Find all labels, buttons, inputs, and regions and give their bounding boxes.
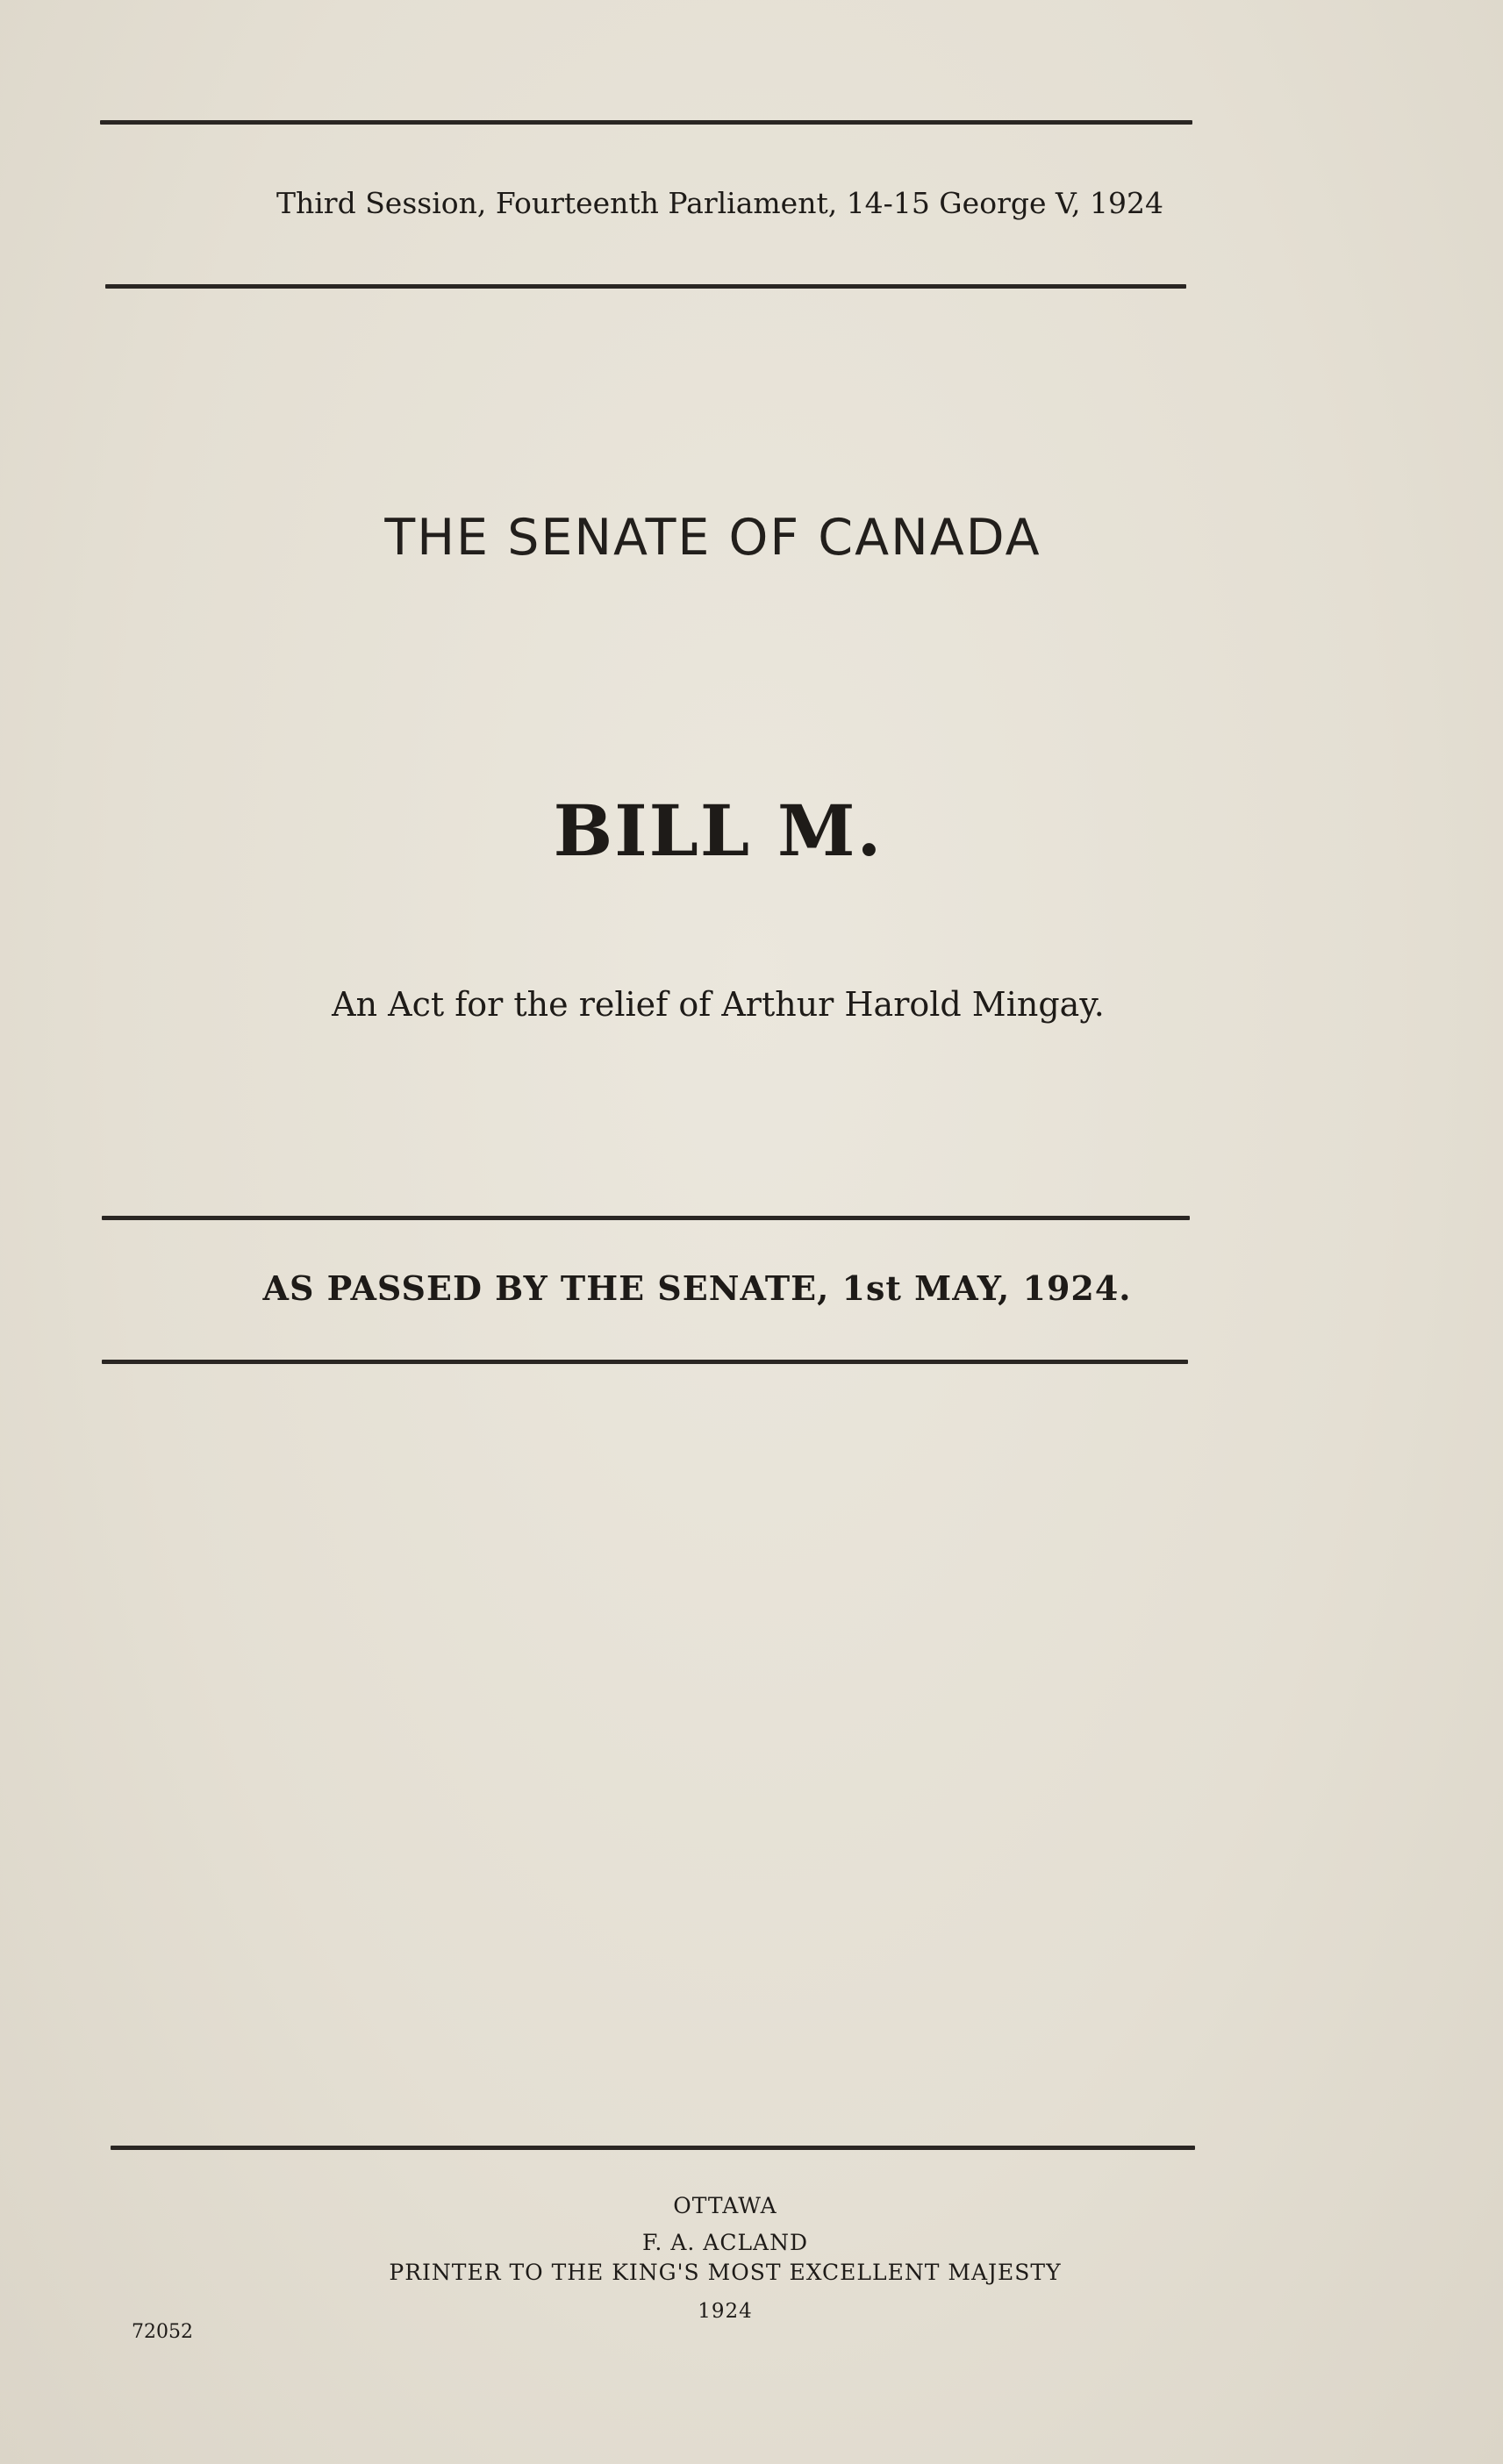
- imprint-city: OTTAWA: [673, 2193, 777, 2218]
- bleed-through-decoration: [263, 307, 1053, 338]
- bill-title: BILL M.: [553, 789, 884, 872]
- imprint-printer: F. A. ACLAND: [641, 2230, 809, 2255]
- status-bottom-rule: [102, 1360, 1188, 1364]
- session-bottom-rule: [105, 284, 1186, 289]
- top-rule: [100, 120, 1192, 125]
- session-heading: Third Session, Fourteenth Parliament, 14-15 George V, 1924: [276, 186, 1164, 220]
- act-description: An Act for the relief of Arthur Harold Mingay.: [332, 985, 1105, 1024]
- document-number: 72052: [132, 2321, 193, 2343]
- passed-statement: AS PASSED BY THE SENATE, 1st MAY, 1924.: [262, 1268, 1132, 1308]
- imprint-year: 1924: [698, 2300, 753, 2323]
- imprint-printer-title: PRINTER TO THE KING'S MOST EXCELLENT MAJESTY: [389, 2260, 1062, 2285]
- imprint-rule: [111, 2146, 1195, 2150]
- senate-heading: THE SENATE OF CANADA: [384, 509, 1041, 567]
- status-top-rule: [102, 1216, 1190, 1220]
